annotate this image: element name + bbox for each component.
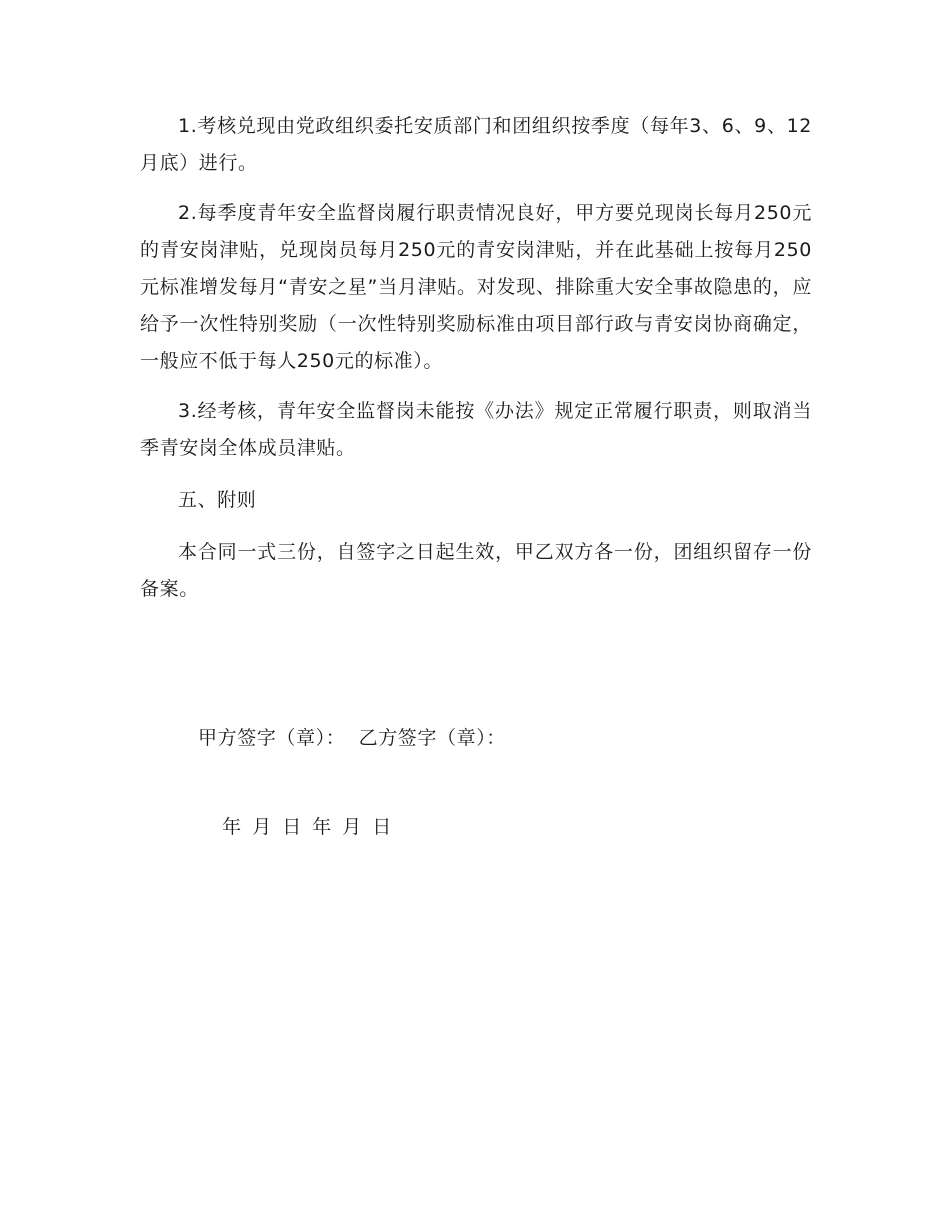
party-a-month-label: 月 (252, 816, 272, 838)
paragraph-allowance-terms: 2.每季度青年安全监督岗履行职责情况良好，甲方要兑现岗长每月250元的青安岗津贴，兑现岗员每月250元的青安岗津贴，并在此基础上按每月250元标准增发每月“青安之星”当月津贴。对发现、排除重大安全事故隐患的，应给予一次性特别奖励（一次性特别奖励标准由项目部行政与青安岗协商确定，一般应不低于每人250元的标准）。 (140, 202, 812, 372)
party-a-year-label: 年 (222, 816, 242, 838)
party-a-day-label: 日 (282, 816, 302, 838)
date-line (198, 772, 391, 883)
paragraph-contract-copies: 本合同一式三份，自签字之日起生效，甲乙双方各一份，团组织留存一份备案。 (140, 541, 812, 600)
section-heading-supplementary: 五、附则 (178, 489, 257, 511)
paragraph-allowance-cancellation: 3.经考核，青年安全监督岗未能按《办法》规定正常履行职责，则取消当季青安岗全体成员津贴。 (140, 400, 812, 459)
party-b-year-label: 年 (312, 816, 332, 838)
party-a-signature-label: 甲方签字（章）： (198, 727, 346, 749)
document-body (140, 108, 812, 608)
party-b-day-label: 日 (372, 816, 392, 838)
paragraph-assessment-schedule: 1.考核兑现由党政组织委托安质部门和团组织按季度（每年3、6、9、12月底）进行。 (140, 115, 812, 174)
party-b-month-label: 月 (342, 816, 362, 838)
signature-line (198, 720, 506, 757)
party-b-signature-label: 乙方签字（章）： (358, 727, 506, 749)
